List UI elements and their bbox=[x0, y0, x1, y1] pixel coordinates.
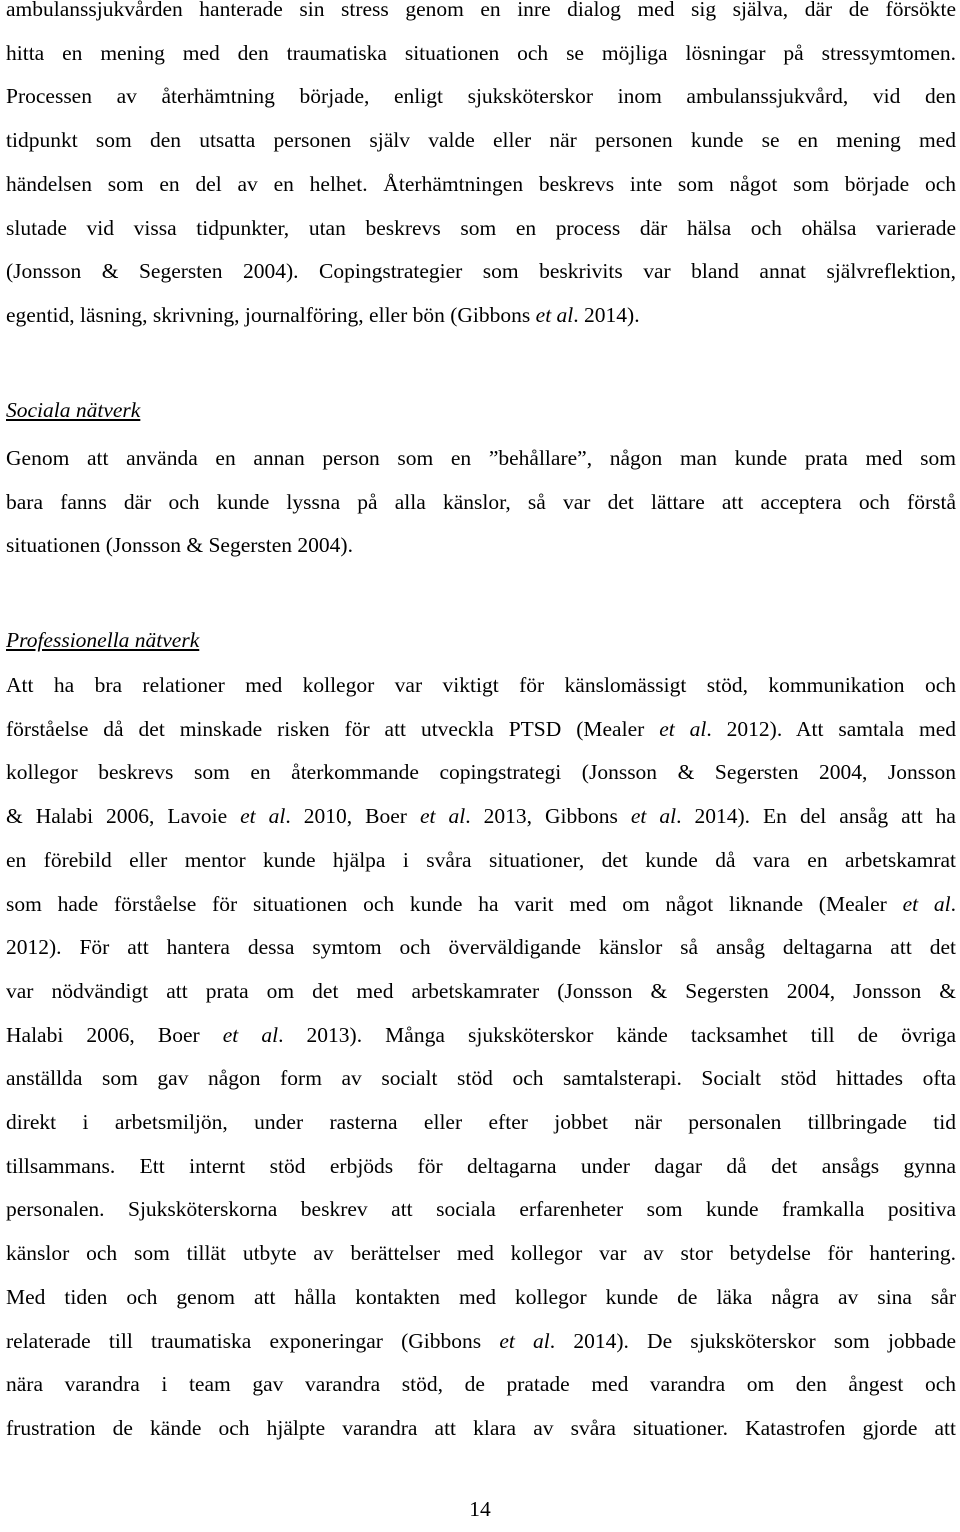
text-segment: . 2013, Gibbons bbox=[465, 804, 631, 829]
text-segment: . 2014). De sjuksköterskor som jobbade bbox=[549, 1328, 956, 1353]
text-line bbox=[6, 708, 956, 752]
text-segment: . 2012). Att samtala med bbox=[706, 716, 956, 741]
text-segment: som hade förståelse för situationen och kunde ha varit med om något liknande (Mealer bbox=[6, 891, 903, 916]
italic-et-al: et al bbox=[902, 891, 951, 916]
text-line: Med tiden och genom att hålla kontakten med kollegor kunde de läka några av sina sår bbox=[6, 1284, 956, 1309]
text-line: 2012). För att hantera dessa symtom och överväldigande känslor så ansåg deltagarna att det bbox=[6, 935, 956, 960]
text-line: nära varandra i team gav varandra stöd, de pratade med varandra om den ångest och bbox=[6, 1372, 956, 1397]
text-line bbox=[6, 294, 640, 338]
text-line: känslor och som tillät utbyte av berättelser med kollegor var av stor betydelse för hantering. bbox=[6, 1241, 956, 1266]
italic-et-al: et al bbox=[222, 1022, 279, 1047]
text-line: ambulanssjukvården hanterade sin stress genom en inre dialog med sig själva, där de försökte bbox=[6, 0, 956, 21]
heading-professionella-natverk: Professionella nätverk bbox=[6, 628, 200, 652]
text-segment: . 2014). bbox=[573, 302, 640, 327]
italic-et-al: et al bbox=[240, 804, 286, 829]
text-segment: egentid, läsning, skrivning, journalföring, eller bön (Gibbons bbox=[6, 302, 536, 327]
text-line: händelsen som en del av en helhet. Återhämtningen beskrevs inte som något som började och bbox=[6, 171, 956, 196]
text-line bbox=[6, 1320, 956, 1364]
text-segment: relaterade till traumatiska exponeringar (Gibbons bbox=[6, 1328, 500, 1353]
text-line: Att ha bra relationer med kollegor var viktigt för känslomässigt stöd, kommunikation och bbox=[6, 673, 956, 697]
text-line: situationen (Jonsson & Segersten 2004). bbox=[6, 533, 353, 558]
text-segment: . 2013). Många sjuksköterskor kände tacksamhet till de övriga bbox=[278, 1022, 956, 1047]
text-line: Processen av återhämtning började, enligt sjuksköterskor inom ambulanssjukvård, vid den bbox=[6, 84, 956, 109]
text-segment: . 2014). En del ansåg att ha bbox=[676, 804, 956, 829]
italic-et-al: et al bbox=[499, 1328, 550, 1353]
text-segment: & Halabi 2006, Lavoie bbox=[6, 804, 241, 829]
text-line bbox=[6, 795, 956, 839]
text-line: var nödvändigt att prata om det med arbetskamrater (Jonsson & Segersten 2004, Jonsson & bbox=[6, 978, 956, 1003]
text-segment: förståelse då det minskade risken för att utveckla PTSD (Mealer bbox=[6, 716, 660, 741]
text-segment: . bbox=[950, 891, 956, 916]
text-line: anställda som gav någon form av socialt stöd och samtalsterapi. Socialt stöd hittades ofta bbox=[6, 1066, 956, 1091]
text-line: slutade vid vissa tidpunkter, utan beskrevs som en process där hälsa och ohälsa varierade bbox=[6, 215, 956, 240]
text-segment: . 2010, Boer bbox=[285, 804, 420, 829]
italic-et-al: et al bbox=[630, 804, 677, 829]
text-line bbox=[6, 1014, 956, 1058]
text-line: Genom att använda en annan person som en ”behållare”, någon man kunde prata med som bbox=[6, 446, 956, 470]
text-line: personalen. Sjuksköterskorna beskrev att sociala erfarenheter som kunde framkalla positiva bbox=[6, 1197, 956, 1222]
text-line: tillsammans. Ett internt stöd erbjöds för deltagarna under dagar då det ansågs gynna bbox=[6, 1153, 956, 1178]
text-line: en förebild eller mentor kunde hjälpa i svåra situationer, det kunde då vara en arbetskamrat bbox=[6, 847, 956, 872]
text-segment: Halabi 2006, Boer bbox=[6, 1022, 223, 1047]
italic-et-al: et al bbox=[659, 716, 707, 741]
text-line: tidpunkt som den utsatta personen själv valde eller när personen kunde se en mening med bbox=[6, 128, 956, 153]
text-line: frustration de kände och hjälpte varandra att klara av svåra situationer. Katastrofen gjorde att bbox=[6, 1415, 956, 1440]
text-line bbox=[6, 883, 956, 927]
text-line: direkt i arbetsmiljön, under rasterna eller efter jobbet när personalen tillbringade tid bbox=[6, 1110, 956, 1134]
text-line: kollegor beskrevs som en återkommande copingstrategi (Jonsson & Segersten 2004, Jonsson bbox=[6, 760, 956, 785]
text-line: (Jonsson & Segersten 2004). Copingstrategier som beskrivits var bland annat självreflektion, bbox=[6, 259, 956, 284]
italic-et-al: et al bbox=[419, 804, 466, 829]
heading-sociala-natverk: Sociala nätverk bbox=[6, 398, 141, 422]
text-line: bara fanns där och kunde lyssna på alla känslor, så var det lättare att acceptera och förstå bbox=[6, 489, 956, 514]
text-line: hitta en mening med den traumatiska situationen och se möjliga lösningar på stressymtomen. bbox=[6, 40, 956, 65]
italic-et-al: et al bbox=[535, 302, 574, 327]
page-number: 14 bbox=[469, 1497, 491, 1521]
